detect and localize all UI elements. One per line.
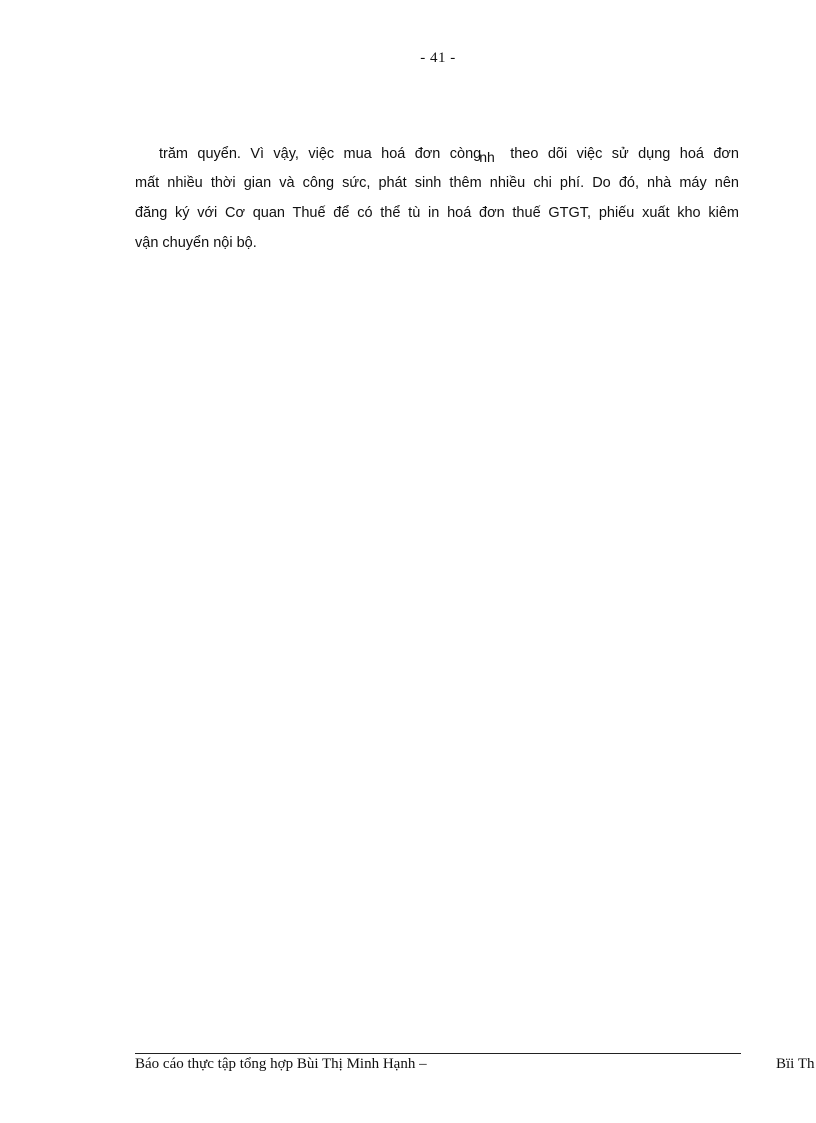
paragraph-line-1 xyxy=(135,138,739,168)
body-paragraph xyxy=(135,138,739,258)
page-number: - 41 - xyxy=(420,50,456,66)
footer-divider xyxy=(135,1053,741,1054)
footer-right-text: Bïi Th xyxy=(776,1056,815,1072)
paragraph-line-3: đăng ký với Cơ quan Thuế để có thể tù in hoá đơn thuế GTGT, phiếu xuất kho kiêm xyxy=(135,205,739,221)
line-1-start: trăm quyển. Vì vậy, việc mua hoá đơn còng xyxy=(159,146,482,162)
overlay-fragment: nh xyxy=(479,149,495,165)
paragraph-line-4: vận chuyển nội bộ. xyxy=(135,235,257,251)
footer-left-text: Báo cáo thực tập tổng hợp Bùi Thị Minh Hạnh – xyxy=(135,1056,427,1072)
line-1-end: theo dõi việc sử dụng hoá đơn xyxy=(510,146,739,162)
paragraph-line-2: mất nhiều thời gian và công sức, phát sinh thêm nhiều chi phí. Do đó, nhà máy nên xyxy=(135,175,739,191)
